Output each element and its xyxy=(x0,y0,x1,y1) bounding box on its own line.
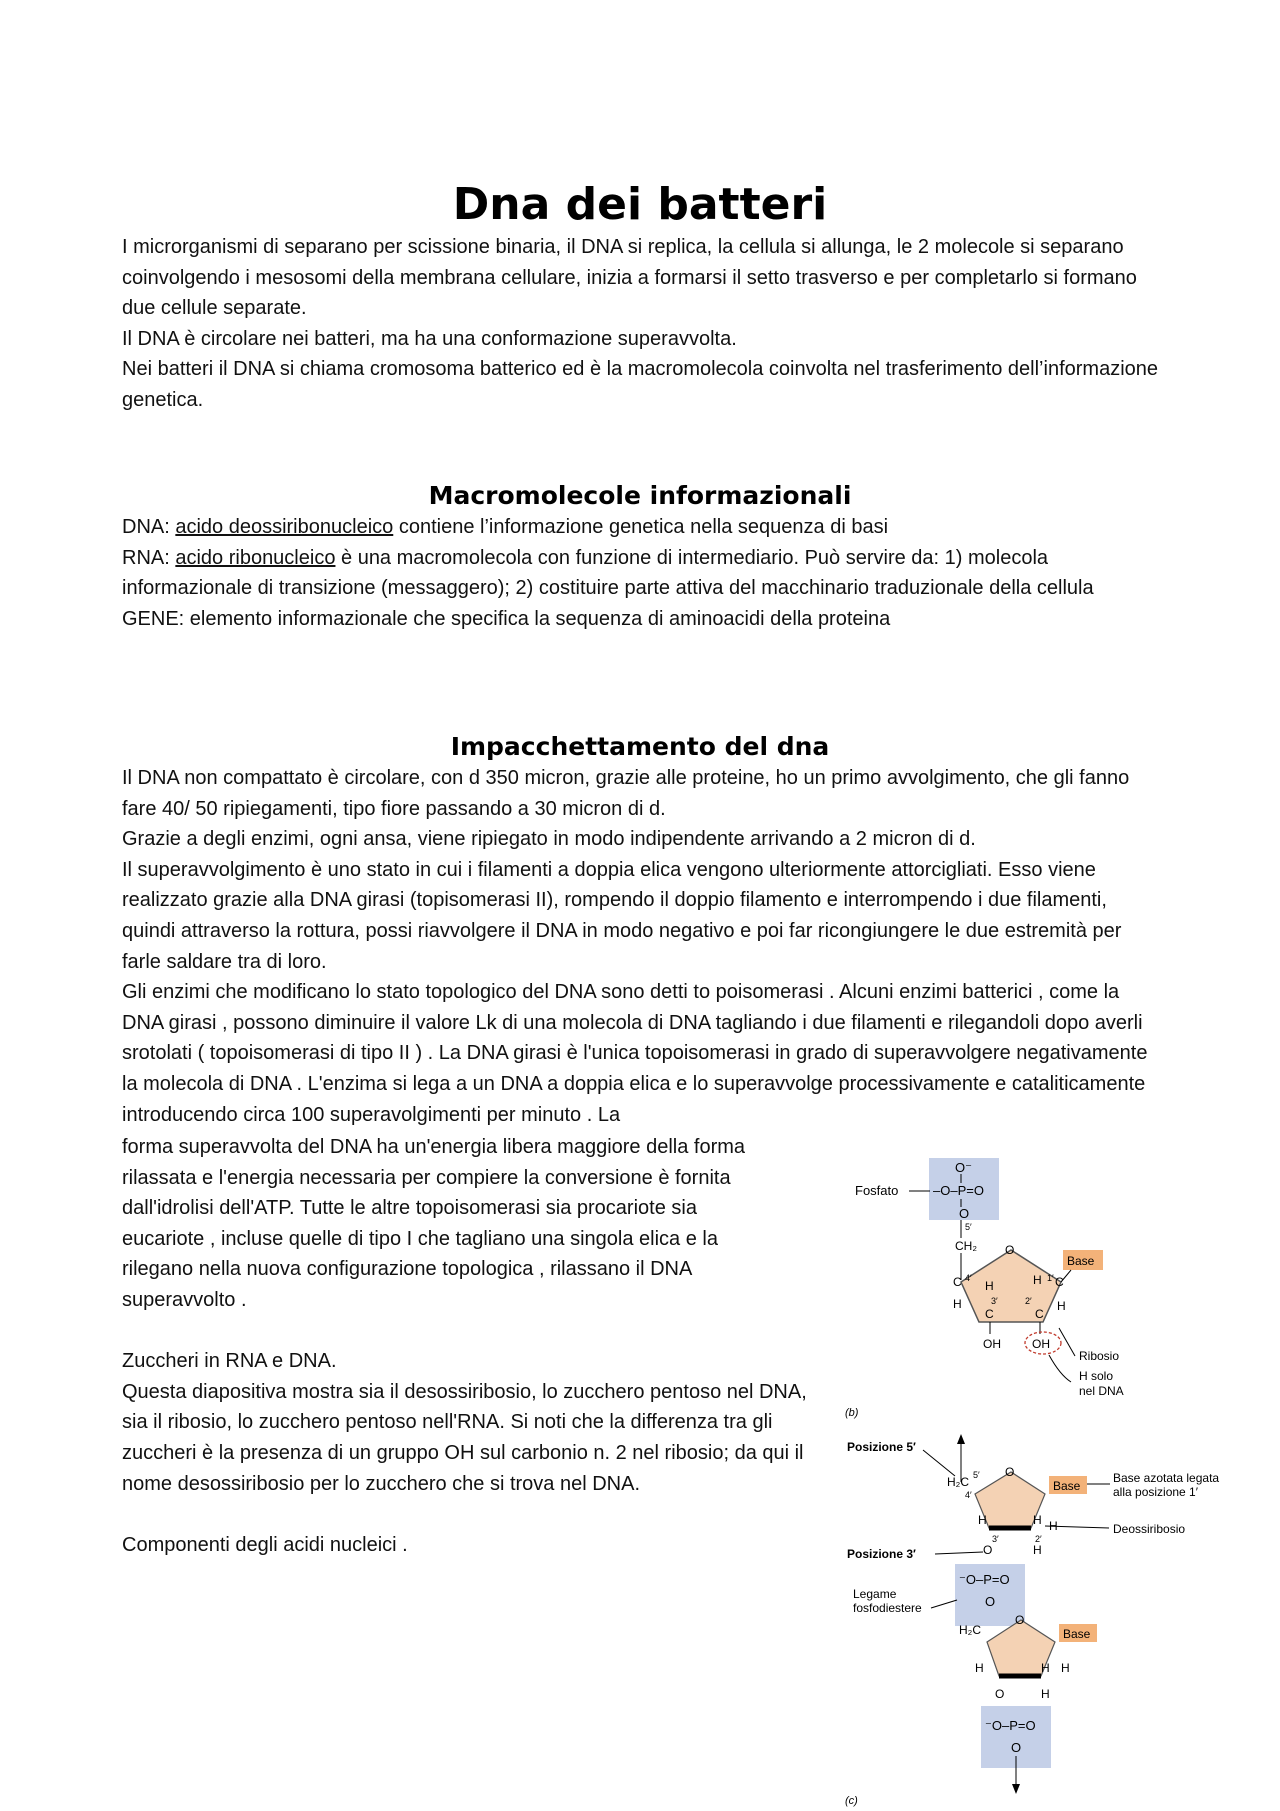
chem-label: H xyxy=(1041,1661,1050,1675)
rna-term: acido ribonucleico xyxy=(175,546,336,569)
chem-label: 4′ xyxy=(965,1490,972,1500)
base-label: Base xyxy=(1063,1627,1091,1641)
dna-description: contiene l’informazione genetica nella sequenza di basi xyxy=(393,516,889,538)
text-line: forma superavvolta del DNA ha un'energia libera maggiore della forma xyxy=(122,1136,746,1158)
dna-definition xyxy=(122,512,1162,543)
chem-label: 3′ xyxy=(991,1296,998,1306)
chem-label: O xyxy=(959,1206,970,1221)
chem-label: H xyxy=(1041,1687,1050,1701)
chem-label: H xyxy=(1049,1519,1058,1533)
text-line: eucariote , incluse quelle di tipo I che tagliano una singola elica e la xyxy=(122,1227,718,1250)
text-line: dall'idrolisi dell'ATP. Tutte le altre topoisomerasi sia procariote sia xyxy=(122,1197,697,1220)
chem-label: C xyxy=(953,1275,962,1289)
text-line: rilassata e l'energia necessaria per compiere la conversione è fornita xyxy=(122,1166,731,1189)
gene-definition: GENE: elemento informazionale che specifica la sequenza di aminoacidi della proteina xyxy=(122,607,891,630)
posizione-5-label: Posizione 5′ xyxy=(847,1440,916,1454)
intro-text xyxy=(122,232,1162,416)
base-label: Base xyxy=(1067,1254,1095,1268)
body-paragraph: Grazie a degli enzimi, ogni ansa, viene ripiegato in modo indipendente arrivando a 2 micron di d. xyxy=(122,828,976,851)
ribose-ring xyxy=(961,1250,1061,1322)
chem-label: H xyxy=(953,1297,962,1311)
chem-label: H xyxy=(1057,1299,1066,1313)
chem-label: H₂C xyxy=(947,1475,969,1489)
legame-label: fosfodiestere xyxy=(853,1601,922,1615)
oh-label: OH xyxy=(983,1337,1001,1351)
leader-line xyxy=(923,1450,955,1476)
sugars-text: Questa diapositiva mostra sia il desossiribosio, lo zucchero pentoso nel DNA, sia il ribosio, lo zucchero pentoso nell'RNA. Si noti che la differenza tra gli zuccheri è la presenza di un gruppo OH sul carbonio n. 2 nel ribosio; da qui il nome desossiribosio per lo zucchero che si trova nel DNA. xyxy=(122,1380,807,1495)
legame-label: Legame xyxy=(853,1587,897,1601)
intro-paragraph: I microrganismi di separano per scissione binaria, il DNA si replica, la cellula si allunga, le 2 molecole si separano coinvolgendo i mesosomi della membrana cellulare, inizia a formarsi il setto trasverso e per completarlo si formano due cellule separate. xyxy=(122,236,1137,320)
chem-label: O xyxy=(995,1687,1005,1701)
chem-label: H xyxy=(1033,1513,1042,1527)
chem-label: 1′ xyxy=(1047,1273,1054,1283)
arrowhead xyxy=(1012,1784,1020,1794)
leader-line xyxy=(935,1552,983,1554)
chem-label: 3′ xyxy=(992,1534,999,1544)
chem-label: 5′ xyxy=(965,1222,972,1232)
chem-label: O xyxy=(1011,1740,1022,1755)
chem-label: 2′ xyxy=(1035,1534,1042,1544)
chem-label: H xyxy=(1033,1543,1042,1557)
chem-label: –O–P=O xyxy=(933,1183,984,1198)
sugars-title: Zuccheri in RNA e DNA. xyxy=(122,1350,337,1373)
panel-label-b: (b) xyxy=(845,1407,859,1419)
chem-label: H xyxy=(985,1279,994,1293)
blank-line xyxy=(122,1316,812,1347)
h-solo-label: H solo xyxy=(1079,1369,1114,1383)
body-paragraph: Il superavvolgimento è uno stato in cui i filamenti a doppia elica vengono ulteriormente attorcigliati. Esso viene realizzato grazie alla DNA girasi (topisomerasi II), rompendo il doppio filamento e interrompendo i due filamenti, quindi attraverso la rottura, possi riavvolgere il DNA in modo negativo e poi far ricongiungere le due estremità per farle saldare tra di loro. xyxy=(122,858,1122,973)
rna-label: RNA: xyxy=(122,546,176,569)
chem-label: H xyxy=(975,1661,984,1675)
base-azotata-label: alla posizione 1′ xyxy=(1113,1485,1198,1499)
chem-label: CH₂ xyxy=(955,1239,977,1253)
chem-label: H₂C xyxy=(959,1623,981,1637)
chem-label: O xyxy=(1015,1613,1025,1627)
chem-label: O xyxy=(985,1594,996,1609)
arrowhead xyxy=(957,1434,965,1444)
page-title: Dna dei batteri xyxy=(452,179,828,230)
chem-label: O xyxy=(983,1543,993,1557)
oh-label: OH xyxy=(1032,1337,1050,1351)
section-heading-macromolecole: Macromolecole informazionali xyxy=(428,481,852,510)
body-paragraph: Gli enzimi che modificano lo stato topologico del DNA sono detti to poisomerasi . Alcuni enzimi batterici , come la DNA girasi , possono diminuire il valore Lk di una molecola di DNA tagliando i due filamenti e rilegandoli dopo averli srotolati ( topoisomerasi di tipo II ) . La DNA girasi è l'unica topoisomerasi in grado di superavvolgere negativamente la molecola di DNA . L'enzima si lega a un DNA a doppia elica e lo superavvolge processivamente e cataliticamente introducendo circa 100 superavolgimenti per minuto . La xyxy=(122,981,1148,1126)
ribosio-label: Ribosio xyxy=(1079,1349,1120,1363)
chem-label: H xyxy=(1061,1661,1070,1675)
leader-line xyxy=(931,1600,957,1608)
dna-term: acido deossiribonucleico xyxy=(175,516,394,538)
nucleic-acid-figure xyxy=(835,1150,1275,1810)
chem-label: 5′ xyxy=(973,1470,980,1480)
chem-label: C xyxy=(1055,1275,1064,1289)
intro-paragraph: Il DNA è circolare nei batteri, ma ha una conformazione superavvolta. xyxy=(122,327,737,350)
rna-definition xyxy=(122,543,1162,604)
chem-label: ⁻O–P=O xyxy=(985,1718,1036,1733)
impacchettamento-text xyxy=(122,763,1162,1130)
nucleic-acid-diagram xyxy=(835,1150,1275,1810)
panel-label-c: (c) xyxy=(845,1795,858,1807)
macromolecole-text xyxy=(122,512,1162,634)
nel-dna-label: nel DNA xyxy=(1079,1384,1124,1398)
chem-label: O⁻ xyxy=(955,1160,972,1175)
deossiribosio-label: Deossiribosio xyxy=(1113,1522,1186,1536)
fosfato-label: Fosfato xyxy=(855,1183,899,1198)
chem-label: O xyxy=(1005,1465,1015,1479)
text-line: rilegano nella nuova configurazione topologica , rilassano il DNA xyxy=(122,1258,693,1281)
leader-line xyxy=(1049,1355,1071,1382)
rna-description: è una macromolecola con funzione di intermediario. Può servire da: 1) molecola informazionale di transizione (messaggero); 2) costituire parte attiva del macchinario traduzionale della cellula xyxy=(122,546,1094,600)
text-line: superavvolto . xyxy=(122,1288,247,1311)
section-heading-impacchettamento: Impacchettamento del dna xyxy=(450,732,830,761)
body-paragraph: Il DNA non compattato è circolare, con d 350 micron, grazie alle proteine, ho un primo avvolgimento, che gli fanno fare 40/ 50 ripiegamenti, tipo fiore passando a 30 micron di d. xyxy=(122,767,1130,820)
blank-line xyxy=(122,1499,812,1530)
chem-label: 4′ xyxy=(965,1273,972,1283)
intro-paragraph: Nei batteri il DNA si chiama cromosoma batterico ed è la macromolecola coinvolta nel trasferimento dell’informazione genetica. xyxy=(122,358,1159,411)
chem-label: H xyxy=(1033,1273,1042,1287)
chem-label: O xyxy=(1005,1243,1015,1257)
chem-label: C xyxy=(985,1307,994,1321)
dna-label: DNA: xyxy=(122,516,176,538)
components-text: Componenti degli acidi nucleici . xyxy=(122,1533,408,1556)
chem-label: H xyxy=(978,1513,987,1527)
posizione-3-label: Posizione 3′ xyxy=(847,1547,916,1561)
narrow-text-column xyxy=(122,1132,812,1560)
chem-label: 2′ xyxy=(1025,1296,1032,1306)
chem-label: ⁻O–P=O xyxy=(959,1572,1010,1587)
base-azotata-label: Base azotata legata xyxy=(1113,1471,1220,1485)
base-label: Base xyxy=(1053,1479,1081,1493)
chem-label: C xyxy=(1035,1307,1044,1321)
